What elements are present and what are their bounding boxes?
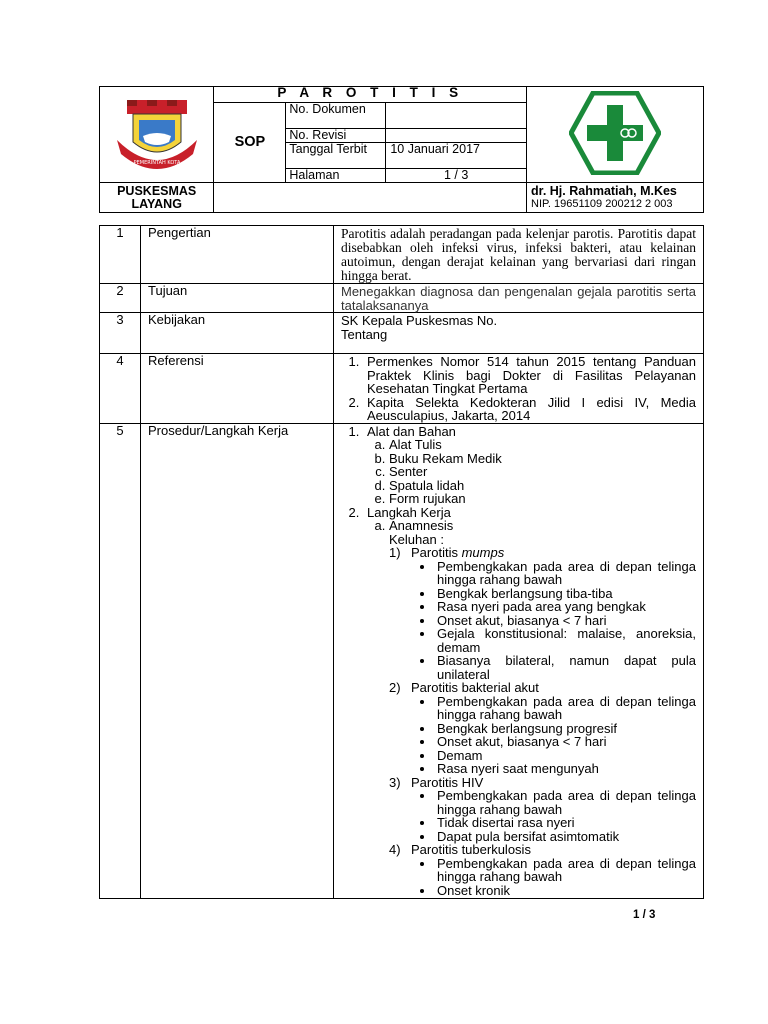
tool-item: d. Spatula lidah bbox=[389, 479, 696, 493]
signer-cell bbox=[527, 183, 704, 213]
empty-cell bbox=[214, 183, 527, 213]
field-value bbox=[386, 103, 527, 129]
city-logo-cell bbox=[100, 87, 214, 183]
group-title bbox=[389, 546, 696, 560]
row-content bbox=[334, 354, 704, 424]
row-number: 2 bbox=[100, 284, 141, 313]
symptom-item: • Pembengkakan pada area di depan telinga hingga rahang bawah bbox=[435, 695, 696, 722]
group-name-emphasis: mumps bbox=[461, 545, 505, 560]
sop-header-table bbox=[99, 86, 704, 213]
symptom-item: • Rasa nyeri saat mengunyah bbox=[435, 762, 696, 776]
row-number: 1 bbox=[100, 226, 141, 284]
document-title: P A R O T I T I S bbox=[214, 87, 527, 103]
section-title: Langkah Kerja bbox=[367, 504, 451, 520]
row-content bbox=[334, 423, 704, 898]
row-content: Menegakkan diagnosa dan pengenalan gejala parotitis serta tatalaksananya bbox=[334, 284, 704, 313]
puskesmas-logo-cell bbox=[527, 87, 704, 183]
svg-text:PEMERINTAH KOTA: PEMERINTAH KOTA bbox=[133, 160, 181, 167]
signer-name: dr. Hj. Rahmatiah, M.Kes bbox=[531, 184, 677, 198]
steps-list bbox=[367, 519, 696, 897]
group-name: Parotitis HIV bbox=[411, 774, 484, 790]
field-value: 1 / 3 bbox=[386, 169, 527, 183]
row-number: 3 bbox=[100, 313, 141, 354]
row-label: Prosedur/Langkah Kerja bbox=[141, 423, 334, 898]
reference-item: 1. Permenkes Nomor 514 tahun 2015 tentang Panduan Praktek Klinis bagi Dokter di Fasilitas Pelayanan Kesehatan Tingkat Pertama bbox=[363, 355, 696, 396]
row-number: 4 bbox=[100, 354, 141, 424]
table-row bbox=[100, 313, 704, 354]
reference-item: 2. Kapita Selekta Kedokteran Jilid I edisi IV, Media Aeusculapius, Jakarta, 2014 bbox=[363, 396, 696, 423]
parotitis-group bbox=[389, 843, 696, 897]
reference-list bbox=[341, 355, 696, 423]
field-label: Tanggal Terbit bbox=[286, 143, 386, 169]
group-title bbox=[389, 681, 696, 695]
parotitis-group bbox=[389, 546, 696, 681]
step-item bbox=[389, 519, 696, 897]
symptom-item: • Onset akut, biasanya < 7 hari bbox=[435, 735, 696, 749]
table-row bbox=[100, 354, 704, 424]
symptom-item: • Onset kronik bbox=[435, 884, 696, 898]
parotitis-groups bbox=[389, 546, 696, 897]
symptom-item: • Rasa nyeri pada area yang bengkak bbox=[435, 600, 696, 614]
tools-list bbox=[367, 438, 696, 506]
table-row bbox=[100, 423, 704, 898]
symptom-item: • Dapat pula bersifat asimtomatik bbox=[435, 830, 696, 844]
group-number: 4) bbox=[389, 842, 401, 857]
procedure-item bbox=[363, 506, 696, 898]
procedure-item bbox=[363, 425, 696, 506]
group-title bbox=[389, 843, 696, 857]
tool-item: b. Buku Rekam Medik bbox=[389, 452, 696, 466]
group-number: 3) bbox=[389, 774, 401, 790]
parotitis-group bbox=[389, 681, 696, 776]
symptom-item: • Bengkak berlangsung tiba-tiba bbox=[435, 587, 696, 601]
group-number: 1) bbox=[389, 545, 401, 560]
section-title: Alat dan Bahan bbox=[367, 423, 456, 439]
group-number: 2) bbox=[389, 680, 401, 695]
row-label: Pengertian bbox=[141, 226, 334, 284]
symptom-list bbox=[389, 857, 696, 898]
policy-line: Tentang bbox=[341, 326, 388, 342]
table-row bbox=[100, 284, 704, 313]
symptom-item: • Biasanya bilateral, namun dapat pula unilateral bbox=[435, 654, 696, 681]
table-row bbox=[100, 226, 704, 284]
row-label: Referensi bbox=[141, 354, 334, 424]
sop-content-table bbox=[99, 225, 704, 899]
symptom-item: • Tidak disertai rasa nyeri bbox=[435, 816, 696, 830]
field-value: 10 Januari 2017 bbox=[386, 143, 527, 169]
policy-line: SK Kepala Puskesmas No. bbox=[341, 313, 498, 328]
org-line: LAYANG bbox=[131, 196, 182, 211]
group-name: Parotitis tuberkulosis bbox=[411, 842, 531, 857]
row-content: Parotitis adalah peradangan pada kelenjar parotis. Parotitis dapat disebabkan oleh infeksi virus, infeksi bakteri, atau kelainan autoimun, dengan derajat kelainan yang bervariasi dari ringan hingga berat. bbox=[334, 226, 704, 284]
symptom-list bbox=[389, 789, 696, 843]
sop-label: SOP bbox=[214, 103, 286, 183]
tool-item: c. Senter bbox=[389, 465, 696, 479]
city-emblem-icon bbox=[113, 92, 201, 174]
field-label: No. Dokumen bbox=[286, 103, 386, 129]
step-title: Anamnesis bbox=[389, 518, 454, 533]
org-line: PUSKESMAS bbox=[117, 184, 197, 198]
tool-item: e. Form rujukan bbox=[389, 492, 696, 506]
field-label: No. Revisi bbox=[286, 129, 386, 143]
row-label: Kebijakan bbox=[141, 313, 334, 354]
field-value bbox=[386, 129, 527, 143]
symptom-item: • Pembengkakan pada area di depan telinga hingga rahang bawah bbox=[435, 789, 696, 816]
symptom-item: • Pembengkakan pada area di depan telinga hingga rahang bawah bbox=[435, 857, 696, 884]
row-number: 5 bbox=[100, 423, 141, 898]
symptom-list bbox=[389, 560, 696, 682]
complaint-label: Keluhan : bbox=[389, 531, 444, 547]
group-title bbox=[389, 776, 696, 790]
symptom-item: • Demam bbox=[435, 749, 696, 763]
symptom-item: • Bengkak berlangsung progresif bbox=[435, 722, 696, 736]
group-name: Parotitis bbox=[411, 545, 462, 560]
organization-name bbox=[100, 183, 214, 213]
symptom-list bbox=[389, 695, 696, 776]
field-label: Halaman bbox=[286, 169, 386, 183]
symptom-item: • Pembengkakan pada area di depan telinga hingga rahang bawah bbox=[435, 560, 696, 587]
parotitis-group bbox=[389, 776, 696, 844]
row-content bbox=[334, 313, 704, 354]
group-name: Parotitis bakterial akut bbox=[411, 680, 539, 695]
puskesmas-logo-icon bbox=[569, 91, 661, 175]
procedure-list bbox=[341, 425, 696, 898]
row-label: Tujuan bbox=[141, 284, 334, 313]
tool-item: a. Alat Tulis bbox=[389, 438, 696, 452]
symptom-item: • Onset akut, biasanya < 7 hari bbox=[435, 614, 696, 628]
signer-nip: NIP. 19651109 200212 2 003 bbox=[531, 197, 673, 210]
page-number: 1 / 3 bbox=[633, 909, 656, 921]
symptom-item: • Gejala konstitusional: malaise, anoreksia, demam bbox=[435, 627, 696, 654]
